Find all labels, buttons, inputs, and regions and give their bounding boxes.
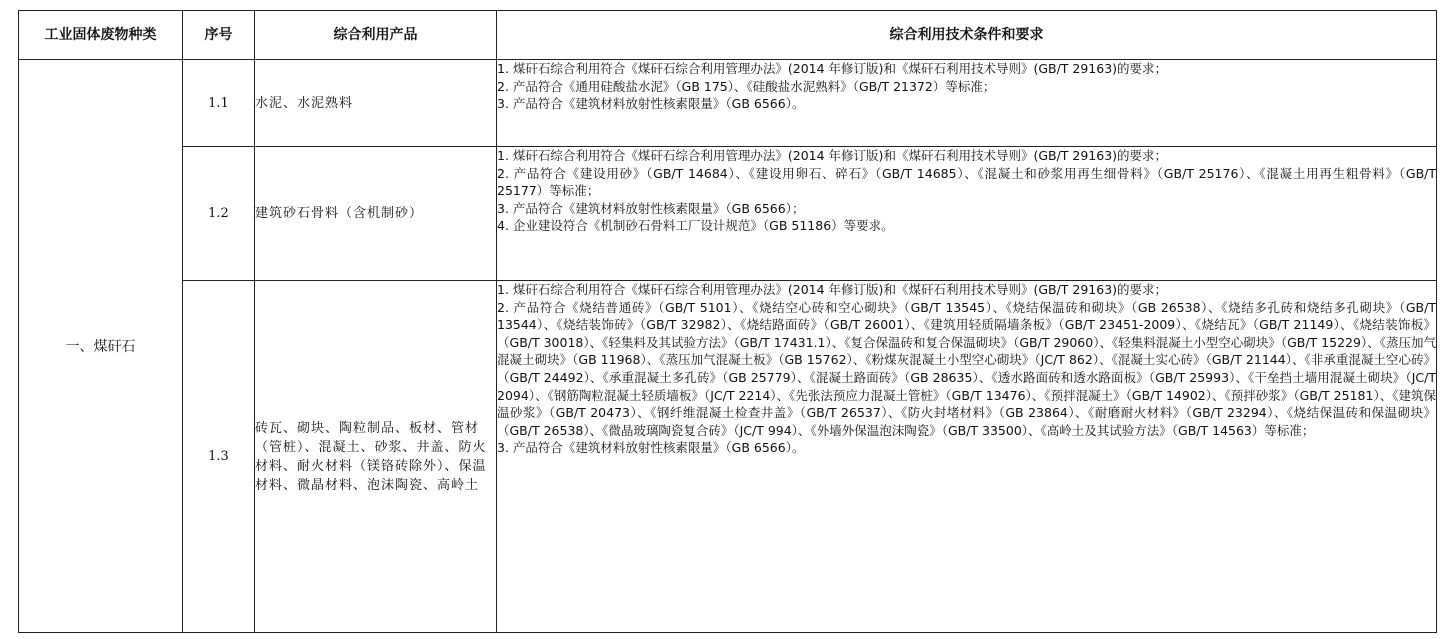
table-row — [19, 147, 1437, 281]
header-category: 工业固体废物种类 — [19, 11, 183, 60]
seq-cell: 1.3 — [183, 281, 255, 633]
requirement-item: 1. 煤矸石综合利用符合《煤矸石综合利用管理办法》(2014 年修订版)和《煤矸石利用技术导则》(GB/T 29163)的要求； — [497, 282, 1168, 297]
product-cell: 建筑砂石骨料（含机制砂） — [255, 147, 497, 281]
requirement-item: 3. 产品符合《建筑材料放射性核素限量》（GB 6566）。 — [497, 96, 805, 112]
product-cell: 砖瓦、砌块、陶粒制品、板材、管材（管桩）、混凝土、砂浆、井盖、防火材料、耐火材料（镁铬砖除外）、保温材料、微晶材料、泡沫陶瓷、高岭土 — [255, 281, 497, 633]
requirement-item: 1. 煤矸石综合利用符合《煤矸石综合利用管理办法》(2014 年修订版)和《煤矸石利用技术导则》(GB/T 29163)的要求； — [497, 148, 1168, 163]
requirements-cell — [497, 147, 1437, 281]
header-product: 综合利用产品 — [255, 11, 497, 60]
requirement-item: 2. 产品符合《烧结普通砖》（GB/T 5101）、《烧结空心砖和空心砌块》（GB/T 13545）、《烧结保温砖和砌块》（GB 26538）、《烧结多孔砖和烧结多孔砌块》（GB/T 13544）、《烧结装饰砖》（GB/T 32982）、《烧结路面砖》（GB/T 26001）、《建筑用轻质隔墙条板》（GB/T 23451-2009）、《烧结瓦》（GB/T 21149）、《烧结装饰板》（GB/T 30018）、《轻集料及其试验方法》（GB/T 17431.1）、《复合保温砖和复合保温砌块》（GB/T 29060）、《轻集料混凝土小型空心砌块》（GB/T 15229）、《蒸压加气混凝土砌块》（GB 11968）、《蒸压加气混凝土板》（GB 15762）、《粉煤灰混凝土小型空心砌块》（JC/T 862）、《混凝土实心砖》（GB/T 21144）、《非承重混凝土空心砖》（GB/T 24492）、《承重混凝土多孔砖》（GB 25779）、《混凝土路面砖》（GB 28635）、《透水路面砖和透水路面板》（GB/T 25993）、《干垒挡土墙用混凝土砌块》（JC/T 2094）、《钢筋陶粒混凝土轻质墙板》（JC/T 2214）、《先张法预应力混凝土管桩》（GB/T 13476）、《预拌混凝土》（GB/T 14902）、《预拌砂浆》（GB/T 25181）、《建筑保温砂浆》（GB/T 20473）、《钢纤维混凝土检查井盖》（GB/T 26537）、《防火封堵材料》（GB 23864）、《耐磨耐火材料》（GB/T 23294）、《烧结保温砖和保温砌块》（GB/T 26538）、《微晶玻璃陶瓷复合砖》（JC/T 994）、《外墙外保温泡沫陶瓷》（GB/T 33500）、《高岭土及其试验方法》（GB/T 14563）等标准； — [497, 299, 1436, 438]
table-row — [19, 60, 1437, 147]
table-row — [19, 281, 1437, 633]
requirement-item: 3. 产品符合《建筑材料放射性核素限量》（GB 6566）； — [497, 200, 805, 216]
header-seq: 序号 — [183, 11, 255, 60]
requirements-cell — [497, 281, 1437, 633]
seq-cell: 1.1 — [183, 60, 255, 147]
requirement-item: 3. 产品符合《建筑材料放射性核素限量》（GB 6566）。 — [497, 440, 805, 456]
requirements-cell — [497, 60, 1437, 147]
requirement-item: 4. 企业建设符合《机制砂石骨料工厂设计规范》（GB 51186）等要求。 — [497, 218, 894, 234]
header-requirements: 综合利用技术条件和要求 — [497, 11, 1437, 60]
standards-table — [18, 10, 1437, 633]
requirement-item: 1. 煤矸石综合利用符合《煤矸石综合利用管理办法》(2014 年修订版)和《煤矸石利用技术导则》(GB/T 29163)的要求； — [497, 61, 1168, 76]
requirement-item: 2. 产品符合《建设用砂》（GB/T 14684）、《建设用卵石、碎石》（GB/T 14685）、《混凝土和砂浆用再生细骨料》（GB/T 25176）、《混凝土用再生粗骨料》（GB/T 25177）等标准； — [497, 165, 1436, 199]
requirement-item: 2. 产品符合《通用硅酸盐水泥》（GB 175）、《硅酸盐水泥熟料》（GB/T 21372）等标准； — [497, 78, 996, 94]
category-cell: 一、煤矸石 — [19, 60, 183, 633]
product-cell: 水泥、水泥熟料 — [255, 60, 497, 147]
header-row — [19, 11, 1437, 60]
seq-cell: 1.2 — [183, 147, 255, 281]
